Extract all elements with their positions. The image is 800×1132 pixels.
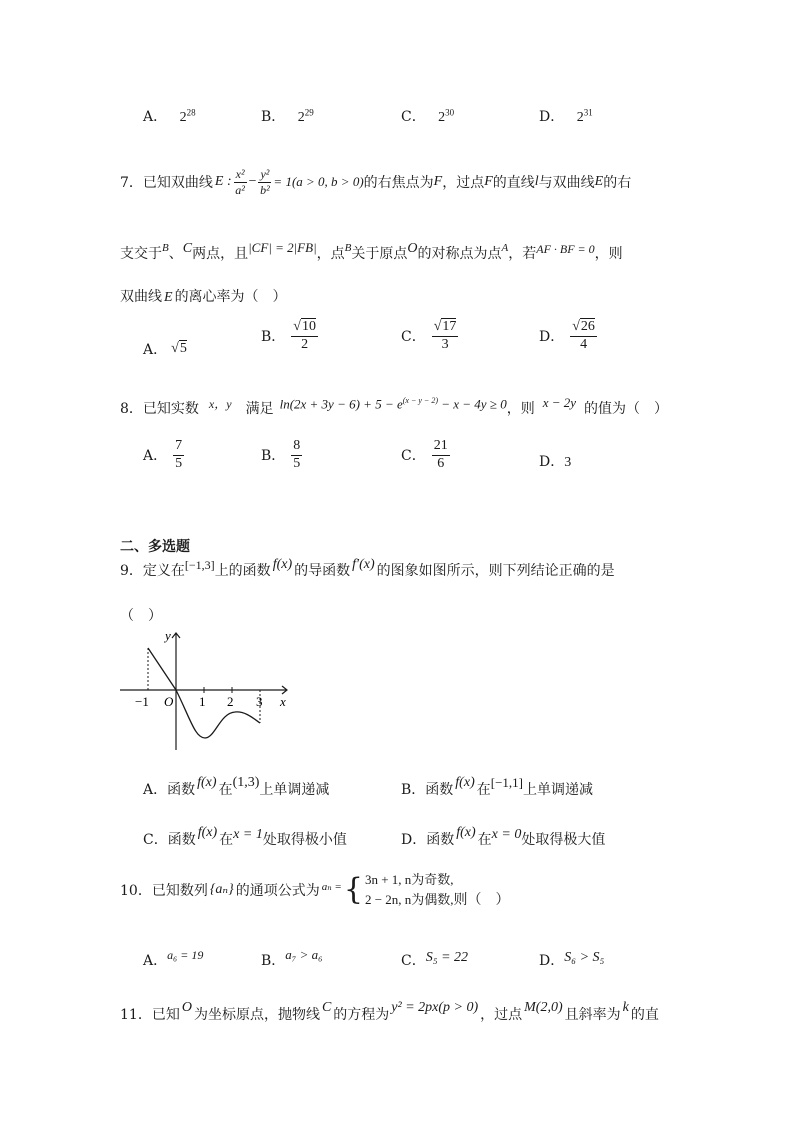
graph-label-y: y	[165, 628, 171, 643]
section-heading-multi-choice: 二、多选题	[120, 539, 190, 555]
q7-option-c: C． $\frac{√17}{3}$	[401, 319, 457, 352]
q7-option-d: D． $\frac{√26}{4}$	[539, 319, 595, 352]
q10-line1: 10． 已知数列 {aₙ} 的通项公式为 aₙ = { 3n + 1, n为奇数, 2 − 2n, n为偶数, 则（ ）	[120, 871, 510, 908]
derivative-graph	[115, 628, 295, 753]
graph-label-2: 2	[227, 694, 234, 709]
q6-option-b: B． $2^{29}$	[261, 107, 314, 125]
graph-label-1: 1	[199, 694, 206, 709]
q10-option-b: B．a₇ > a₆	[261, 947, 323, 969]
q8-option-b: B． $\frac{8}{5}$	[261, 438, 301, 471]
q9-paren: （ ）	[120, 608, 162, 624]
q6-option-a: A． $2^{28}$	[143, 107, 196, 125]
q6-option-c: C． $2^{30}$	[401, 107, 455, 125]
x2-over-a2: $\frac{\text{x²}}{\text{a²}}$	[235, 167, 245, 197]
q9-option-b: B． 函数 f(x) 在 [−1,1] 上单调递减	[401, 775, 593, 798]
q8-option-a: A． $\frac{7}{5}$	[143, 438, 183, 471]
q10-option-a: A．a₆ = 19	[143, 948, 204, 969]
q8-option-d: D．3	[539, 454, 572, 470]
q7-option-a: A． √5	[143, 341, 187, 358]
graph-label-x: x	[280, 694, 286, 709]
q7-line3: 双曲线 E 的离心率为（ ）	[120, 289, 287, 305]
q9-option-d: D． 函数 f(x) 在 x = 0 处取得极大值	[401, 825, 606, 848]
q8-option-c: C． $\frac{21}{6}$	[401, 438, 448, 471]
graph-label-neg1: −1	[135, 694, 149, 709]
q9-option-a: A． 函数 f(x) 在 (1,3) 上单调递减	[143, 775, 330, 798]
graph-label-origin: O	[164, 694, 174, 709]
q8-line1: 8． 已知实数 x，y 满足 $\ln(2x + 3y - 6) + 5 - e^{(x - y - 2)} - x - 4y \ge 0$ ，则 x − 2y 的值为（ ）	[120, 395, 669, 417]
q10-option-c: C．S₅ = 22	[401, 950, 469, 969]
q9-line1: 9． 定义在 [−1,3] 上的函数 f(x) 的导函数 f′(x) 的图象如图所示，则下列结论正确的是	[120, 557, 615, 579]
question-11: 11． 已知 O 为坐标原点，抛物线 C 的方程为 y² = 2px(p > 0) ，过点 M(2,0) 且斜率为 k 的直	[120, 1000, 659, 1023]
q7-line1: 7． 已知双曲线 E : $\frac{\text{x²}}{\text{a²}}$ − $\frac{\text{y²}}{\text{b²}}$ = 1(a > 0, b > 0) 的右焦点为 F ，过点 F 的直线 l 与双曲线 E 的右	[120, 167, 632, 197]
graph-label-3: 3	[256, 694, 263, 709]
y2-over-b2: $\frac{\text{y²}}{\text{b²}}$	[260, 167, 270, 197]
q6-option-d: D． $2^{31}$	[539, 107, 593, 125]
q7-line2: 支交于 B 、 C 两点，且 |CF| = 2|FB| ，点 B 关于原点 O 的对称点为点 A ，若 AF · BF = 0 ，则	[120, 240, 623, 262]
q7-option-b: B． $\frac{√10}{2}$	[261, 319, 316, 352]
piecewise-brace: {	[343, 871, 363, 907]
q9-option-c: C． 函数 f(x) 在 x = 1 处取得极小值	[143, 825, 347, 848]
q10-option-d: D．S₆ > S₅	[539, 950, 605, 969]
piecewise-cases: 3n + 1, n为奇数, 2 − 2n, n为偶数,	[364, 872, 454, 907]
